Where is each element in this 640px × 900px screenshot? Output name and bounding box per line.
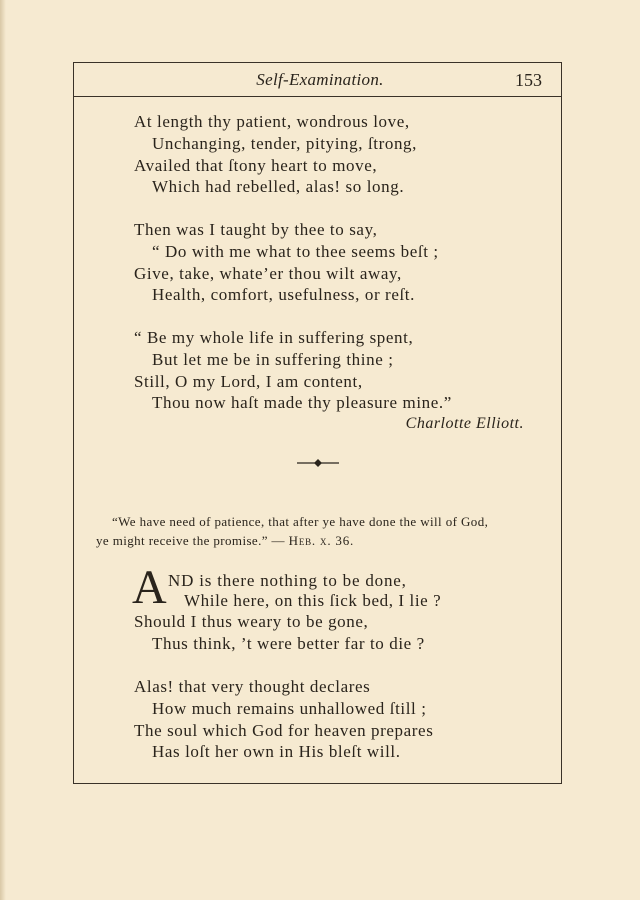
author-attribution: Charlotte Elliott. — [405, 415, 524, 432]
poem-line: Which had rebelled, alas! so long. — [152, 177, 405, 196]
poem-line: Thus think, ’t were better far to die ? — [152, 634, 425, 653]
poem-line: Has loſt her own in His bleſt will. — [152, 742, 401, 761]
poem-line: Thou now haſt made thy pleasure mine.” — [152, 393, 452, 412]
scripture-reference: Heb. x. 36. — [288, 533, 355, 548]
poem-line: At length thy patient, wondrous love, — [134, 112, 410, 131]
epigraph-text: ye might receive the promise.” — — [96, 533, 285, 548]
poem-line: ND is there nothing to be done, — [168, 571, 407, 590]
poem-line: Still, O my Lord, I am content, — [134, 372, 363, 391]
drop-cap: A — [132, 561, 167, 614]
poem-line: Alas! that very thought declares — [134, 677, 371, 696]
poem-line: “ Be my whole life in suffering spent, — [134, 328, 414, 347]
epigraph-line — [96, 533, 354, 549]
poem-line: While here, on this ſick bed, I lie ? — [184, 591, 442, 610]
page-number: 153 — [515, 70, 542, 90]
poem-line: Availed that ſtony heart to move, — [134, 156, 378, 175]
section-ornament-divider — [297, 456, 339, 470]
poem-line: The soul which God for heaven prepares — [134, 721, 434, 740]
poem-line: How much remains unhallowed ſtill ; — [152, 699, 427, 718]
poem-line: But let me be in suffering thine ; — [152, 350, 394, 369]
page-spine-shadow — [0, 0, 6, 900]
poem-line: Should I thus weary to be gone, — [134, 612, 369, 631]
epigraph-line: “We have need of patience, that after ye have done the will of God, — [112, 514, 489, 529]
poem-line: Give, take, whate’er thou wilt away, — [134, 264, 402, 283]
poem-line: Then was I taught by thee to say, — [134, 220, 378, 239]
poem-line: Unchanging, tender, pitying, ſtrong, — [152, 134, 418, 153]
header-rule — [74, 96, 561, 97]
poem-line: Health, comfort, usefulness, or reſt. — [152, 285, 415, 304]
running-head-title: Self-Examination. — [256, 70, 384, 89]
poem-line: “ Do with me what to thee seems beſt ; — [152, 242, 439, 261]
